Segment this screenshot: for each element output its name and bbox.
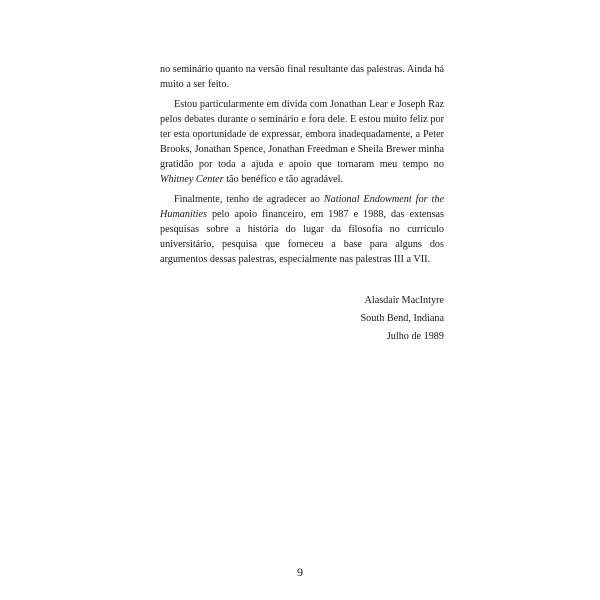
paragraph-continuation xyxy=(160,62,444,92)
neh-italic: National Endowment for the Humanities xyxy=(160,194,444,220)
signature-date: Julho de 1989 xyxy=(386,331,444,342)
paragraph-funding xyxy=(160,192,444,267)
body-text xyxy=(160,62,444,272)
paragraph-2-text: Estou particularmente em dívida com Jonathan Lear e Joseph Raz pelos debates durante o seminário e fora dele. E estou muito feliz por ter esta oportunidade de expressar, embora inadequadamente, a Peter Brooks, Jonathan Spence, Jonathan Freedman e Sheila Brewer minha gratidão por toda a ajuda e apoio que tornaram meu tempo no xyxy=(160,99,444,170)
author-name: Alasdair MacIntyre xyxy=(364,295,444,306)
paragraph-acknowledgements xyxy=(160,97,444,187)
paragraph-2-end: tão benéfico e tão agradável. xyxy=(223,174,344,185)
paragraph-3-end: pelo apoio financeiro, em 1987 e 1988, das extensas pesquisas sobre a história do lugar da filosofia no currículo universitário, pesquisa que forneceu a base para alguns dos argumentos dessas palestras, especialmente nas palestras III a VII. xyxy=(160,209,444,265)
page-number: 9 xyxy=(297,565,303,579)
signature-block xyxy=(361,292,444,346)
whitney-center-italic: Whitney Center xyxy=(160,174,224,185)
paragraph-3-start: Finalmente, tenho de agradecer ao xyxy=(174,194,324,205)
author-place: South Bend, Indiana xyxy=(360,313,444,324)
paragraph-1-text: no seminário quanto na versão final resultante das palestras. Ainda há muito a ser feito. xyxy=(160,64,444,90)
